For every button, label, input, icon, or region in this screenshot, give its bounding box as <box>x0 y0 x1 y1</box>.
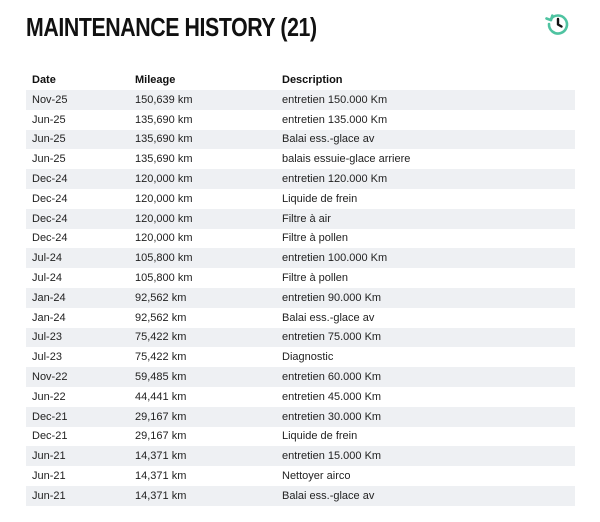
description-cell: Filtre à air <box>276 209 575 229</box>
column-header-description: Description <box>282 74 343 86</box>
mileage-cell: 135,690 km <box>129 110 276 130</box>
date-cell: Dec-21 <box>26 427 129 447</box>
date-cell: Jan-24 <box>26 288 129 308</box>
table-row <box>26 149 575 169</box>
mileage-cell: 14,371 km <box>129 446 276 466</box>
date-cell: Nov-25 <box>26 90 129 110</box>
table-header-row <box>26 70 575 90</box>
description-cell: Nettoyer airco <box>276 466 575 486</box>
description-cell: entretien 135.000 Km <box>276 110 575 130</box>
description-cell: Balai ess.-glace av <box>276 308 575 328</box>
table-row <box>26 347 575 367</box>
table-row <box>26 130 575 150</box>
table-row <box>26 209 575 229</box>
description-cell: entretien 45.000 Km <box>276 387 575 407</box>
mileage-cell: 75,422 km <box>129 347 276 367</box>
table-row <box>26 248 575 268</box>
description-cell: Filtre à pollen <box>276 229 575 249</box>
mileage-cell: 14,371 km <box>129 486 276 506</box>
table-row <box>26 486 575 506</box>
table-row <box>26 427 575 447</box>
table-row <box>26 268 575 288</box>
date-cell: Jun-21 <box>26 486 129 506</box>
mileage-cell: 29,167 km <box>129 427 276 447</box>
column-header-date: Date <box>32 74 56 86</box>
date-cell: Jun-22 <box>26 387 129 407</box>
table-row <box>26 308 575 328</box>
mileage-cell: 92,562 km <box>129 288 276 308</box>
mileage-cell: 120,000 km <box>129 229 276 249</box>
date-cell: Jul-23 <box>26 347 129 367</box>
description-cell: entretien 100.000 Km <box>276 248 575 268</box>
mileage-cell: 14,371 km <box>129 466 276 486</box>
page-title: MAINTENANCE HISTORY (21) <box>26 12 317 42</box>
mileage-cell: 29,167 km <box>129 407 276 427</box>
column-header-mileage: Mileage <box>135 74 176 86</box>
mileage-cell: 135,690 km <box>129 149 276 169</box>
description-cell: balais essuie-glace arriere <box>276 149 575 169</box>
table-body <box>26 90 575 506</box>
table-row <box>26 466 575 486</box>
mileage-cell: 105,800 km <box>129 268 276 288</box>
history-icon[interactable] <box>544 10 572 38</box>
mileage-cell: 75,422 km <box>129 328 276 348</box>
table-row <box>26 446 575 466</box>
description-cell: entretien 150.000 Km <box>276 90 575 110</box>
table-row <box>26 387 575 407</box>
date-cell: Jun-21 <box>26 446 129 466</box>
table-row <box>26 407 575 427</box>
date-cell: Jul-23 <box>26 328 129 348</box>
date-cell: Jan-24 <box>26 308 129 328</box>
table-row <box>26 189 575 209</box>
description-cell: Filtre à pollen <box>276 268 575 288</box>
mileage-cell: 120,000 km <box>129 169 276 189</box>
date-cell: Dec-24 <box>26 229 129 249</box>
description-cell: Diagnostic <box>276 347 575 367</box>
date-cell: Jul-24 <box>26 248 129 268</box>
date-cell: Dec-24 <box>26 169 129 189</box>
date-cell: Jun-25 <box>26 149 129 169</box>
date-cell: Jun-21 <box>26 466 129 486</box>
description-cell: entretien 60.000 Km <box>276 367 575 387</box>
description-cell: Liquide de frein <box>276 189 575 209</box>
page-header <box>26 10 576 46</box>
maintenance-table-container <box>26 70 575 506</box>
mileage-cell: 59,485 km <box>129 367 276 387</box>
mileage-cell: 44,441 km <box>129 387 276 407</box>
description-cell: Liquide de frein <box>276 427 575 447</box>
description-cell: entretien 30.000 Km <box>276 407 575 427</box>
description-cell: entretien 75.000 Km <box>276 328 575 348</box>
mileage-cell: 92,562 km <box>129 308 276 328</box>
mileage-cell: 120,000 km <box>129 189 276 209</box>
description-cell: Balai ess.-glace av <box>276 486 575 506</box>
mileage-cell: 135,690 km <box>129 130 276 150</box>
description-cell: entretien 120.000 Km <box>276 169 575 189</box>
table-row <box>26 90 575 110</box>
date-cell: Jun-25 <box>26 130 129 150</box>
mileage-cell: 120,000 km <box>129 209 276 229</box>
table-row <box>26 288 575 308</box>
maintenance-table <box>26 70 575 506</box>
mileage-cell: 105,800 km <box>129 248 276 268</box>
table-row <box>26 367 575 387</box>
date-cell: Dec-24 <box>26 189 129 209</box>
table-row <box>26 110 575 130</box>
description-cell: Balai ess.-glace av <box>276 130 575 150</box>
mileage-cell: 150,639 km <box>129 90 276 110</box>
table-row <box>26 229 575 249</box>
description-cell: entretien 15.000 Km <box>276 446 575 466</box>
date-cell: Nov-22 <box>26 367 129 387</box>
table-row <box>26 169 575 189</box>
date-cell: Dec-21 <box>26 407 129 427</box>
date-cell: Jun-25 <box>26 110 129 130</box>
date-cell: Jul-24 <box>26 268 129 288</box>
description-cell: entretien 90.000 Km <box>276 288 575 308</box>
table-row <box>26 328 575 348</box>
date-cell: Dec-24 <box>26 209 129 229</box>
